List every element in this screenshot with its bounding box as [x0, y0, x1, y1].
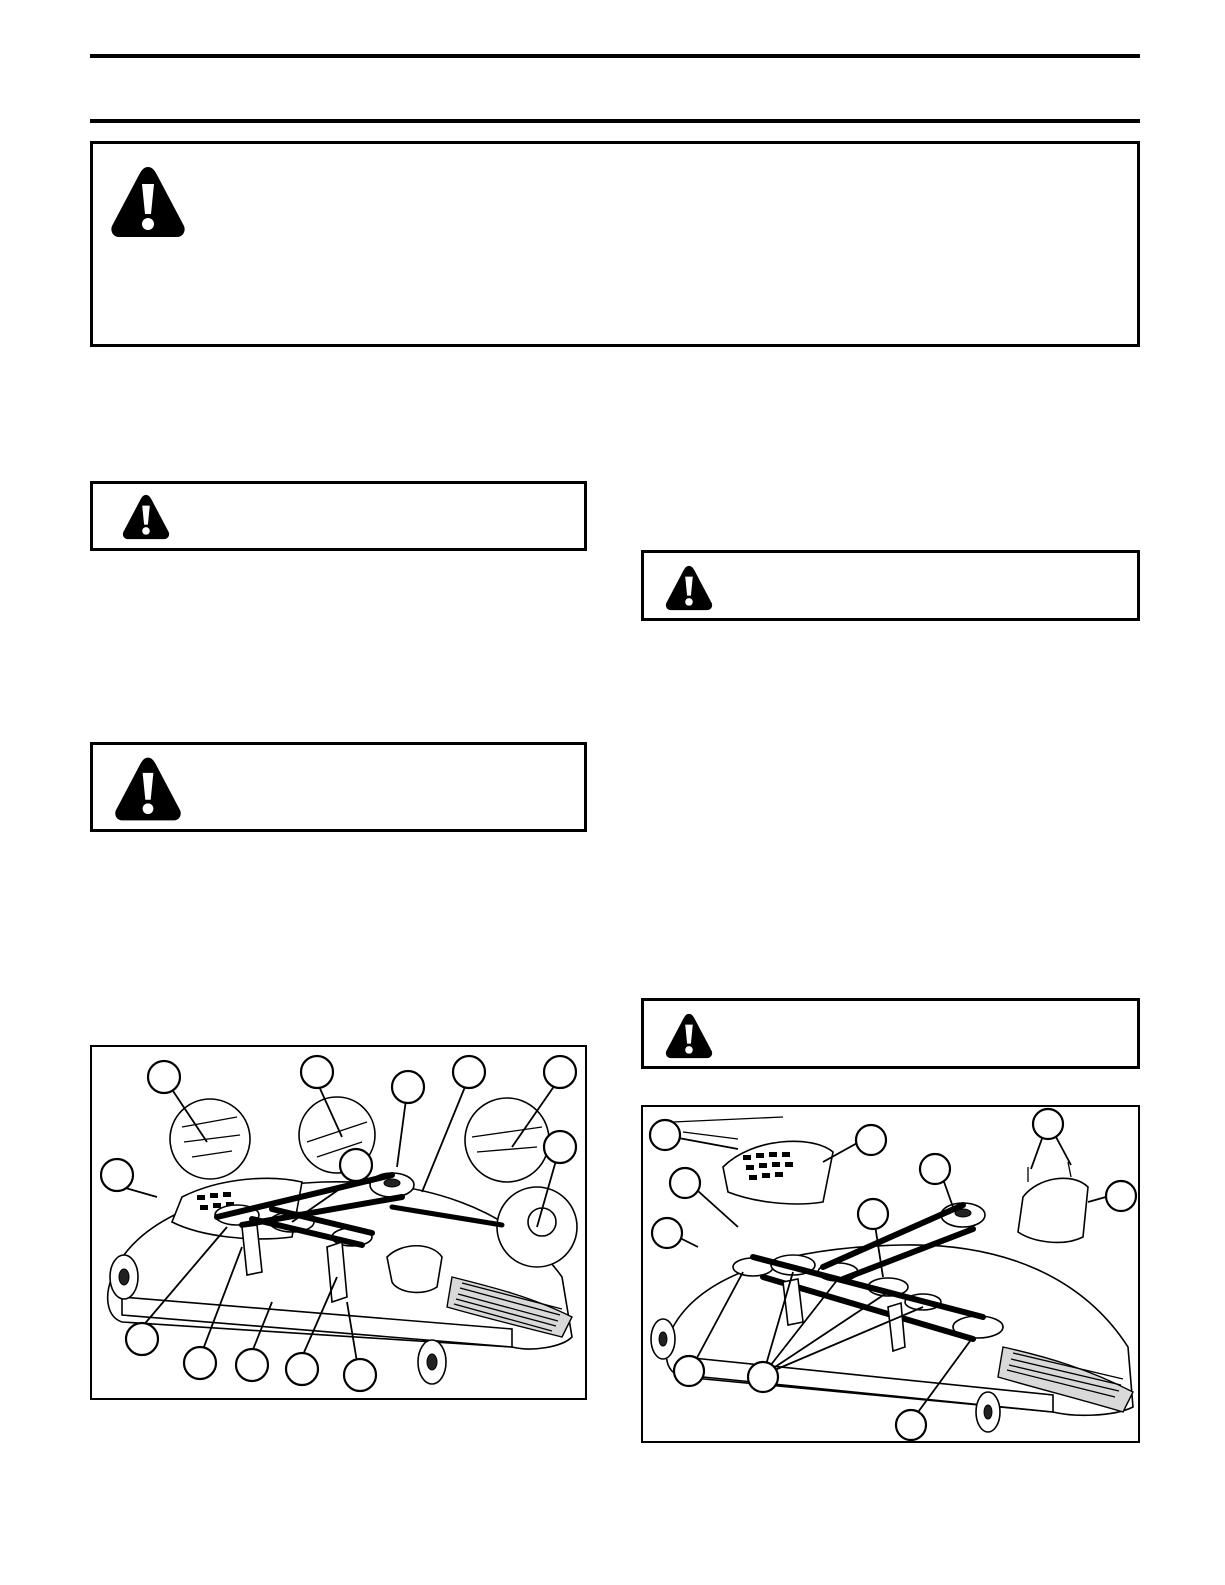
right-warning-box-1 [641, 550, 1140, 621]
left-warning-box-1 [90, 481, 587, 551]
callout-circle [856, 1125, 886, 1155]
warning-triangle-icon [113, 755, 183, 823]
callout-circle [674, 1356, 704, 1386]
top-warning-box [90, 141, 1140, 347]
callout-circle [392, 1071, 424, 1103]
callout-circle [748, 1362, 778, 1392]
mower-deck-illustration [92, 1047, 585, 1398]
warning-triangle-icon [664, 1012, 714, 1060]
callout-circle [652, 1218, 682, 1248]
callout-circle [453, 1056, 485, 1088]
warning-triangle-icon [121, 493, 171, 541]
right-warning-box-2 [641, 998, 1140, 1069]
left-warning-box-2 [90, 742, 587, 832]
callout-circle [1106, 1181, 1136, 1211]
callout-circle [286, 1353, 318, 1385]
callout-circle [896, 1410, 926, 1440]
callout-circle [340, 1149, 372, 1181]
callout-circle [301, 1056, 333, 1088]
warning-triangle-icon [109, 164, 187, 240]
callout-circle [650, 1120, 680, 1150]
header-rule-bottom [90, 119, 1140, 123]
callout-circle [126, 1323, 158, 1355]
callout-circle [858, 1199, 888, 1229]
mower-deck-figure-right [641, 1105, 1140, 1443]
callout-circle [544, 1056, 576, 1088]
mower-deck-figure-left [90, 1045, 587, 1400]
header-rule-top [90, 54, 1140, 58]
callout-circle [184, 1347, 216, 1379]
callout-circle [101, 1159, 133, 1191]
callout-circle [236, 1349, 268, 1381]
callout-circle [670, 1168, 700, 1198]
callout-circle [544, 1131, 576, 1163]
warning-triangle-icon [664, 564, 714, 612]
callout-circle [1033, 1109, 1063, 1139]
mower-deck-exploded-illustration [643, 1107, 1138, 1441]
callout-circle [148, 1061, 180, 1093]
callout-circle [344, 1359, 376, 1391]
callout-circle [920, 1154, 950, 1184]
